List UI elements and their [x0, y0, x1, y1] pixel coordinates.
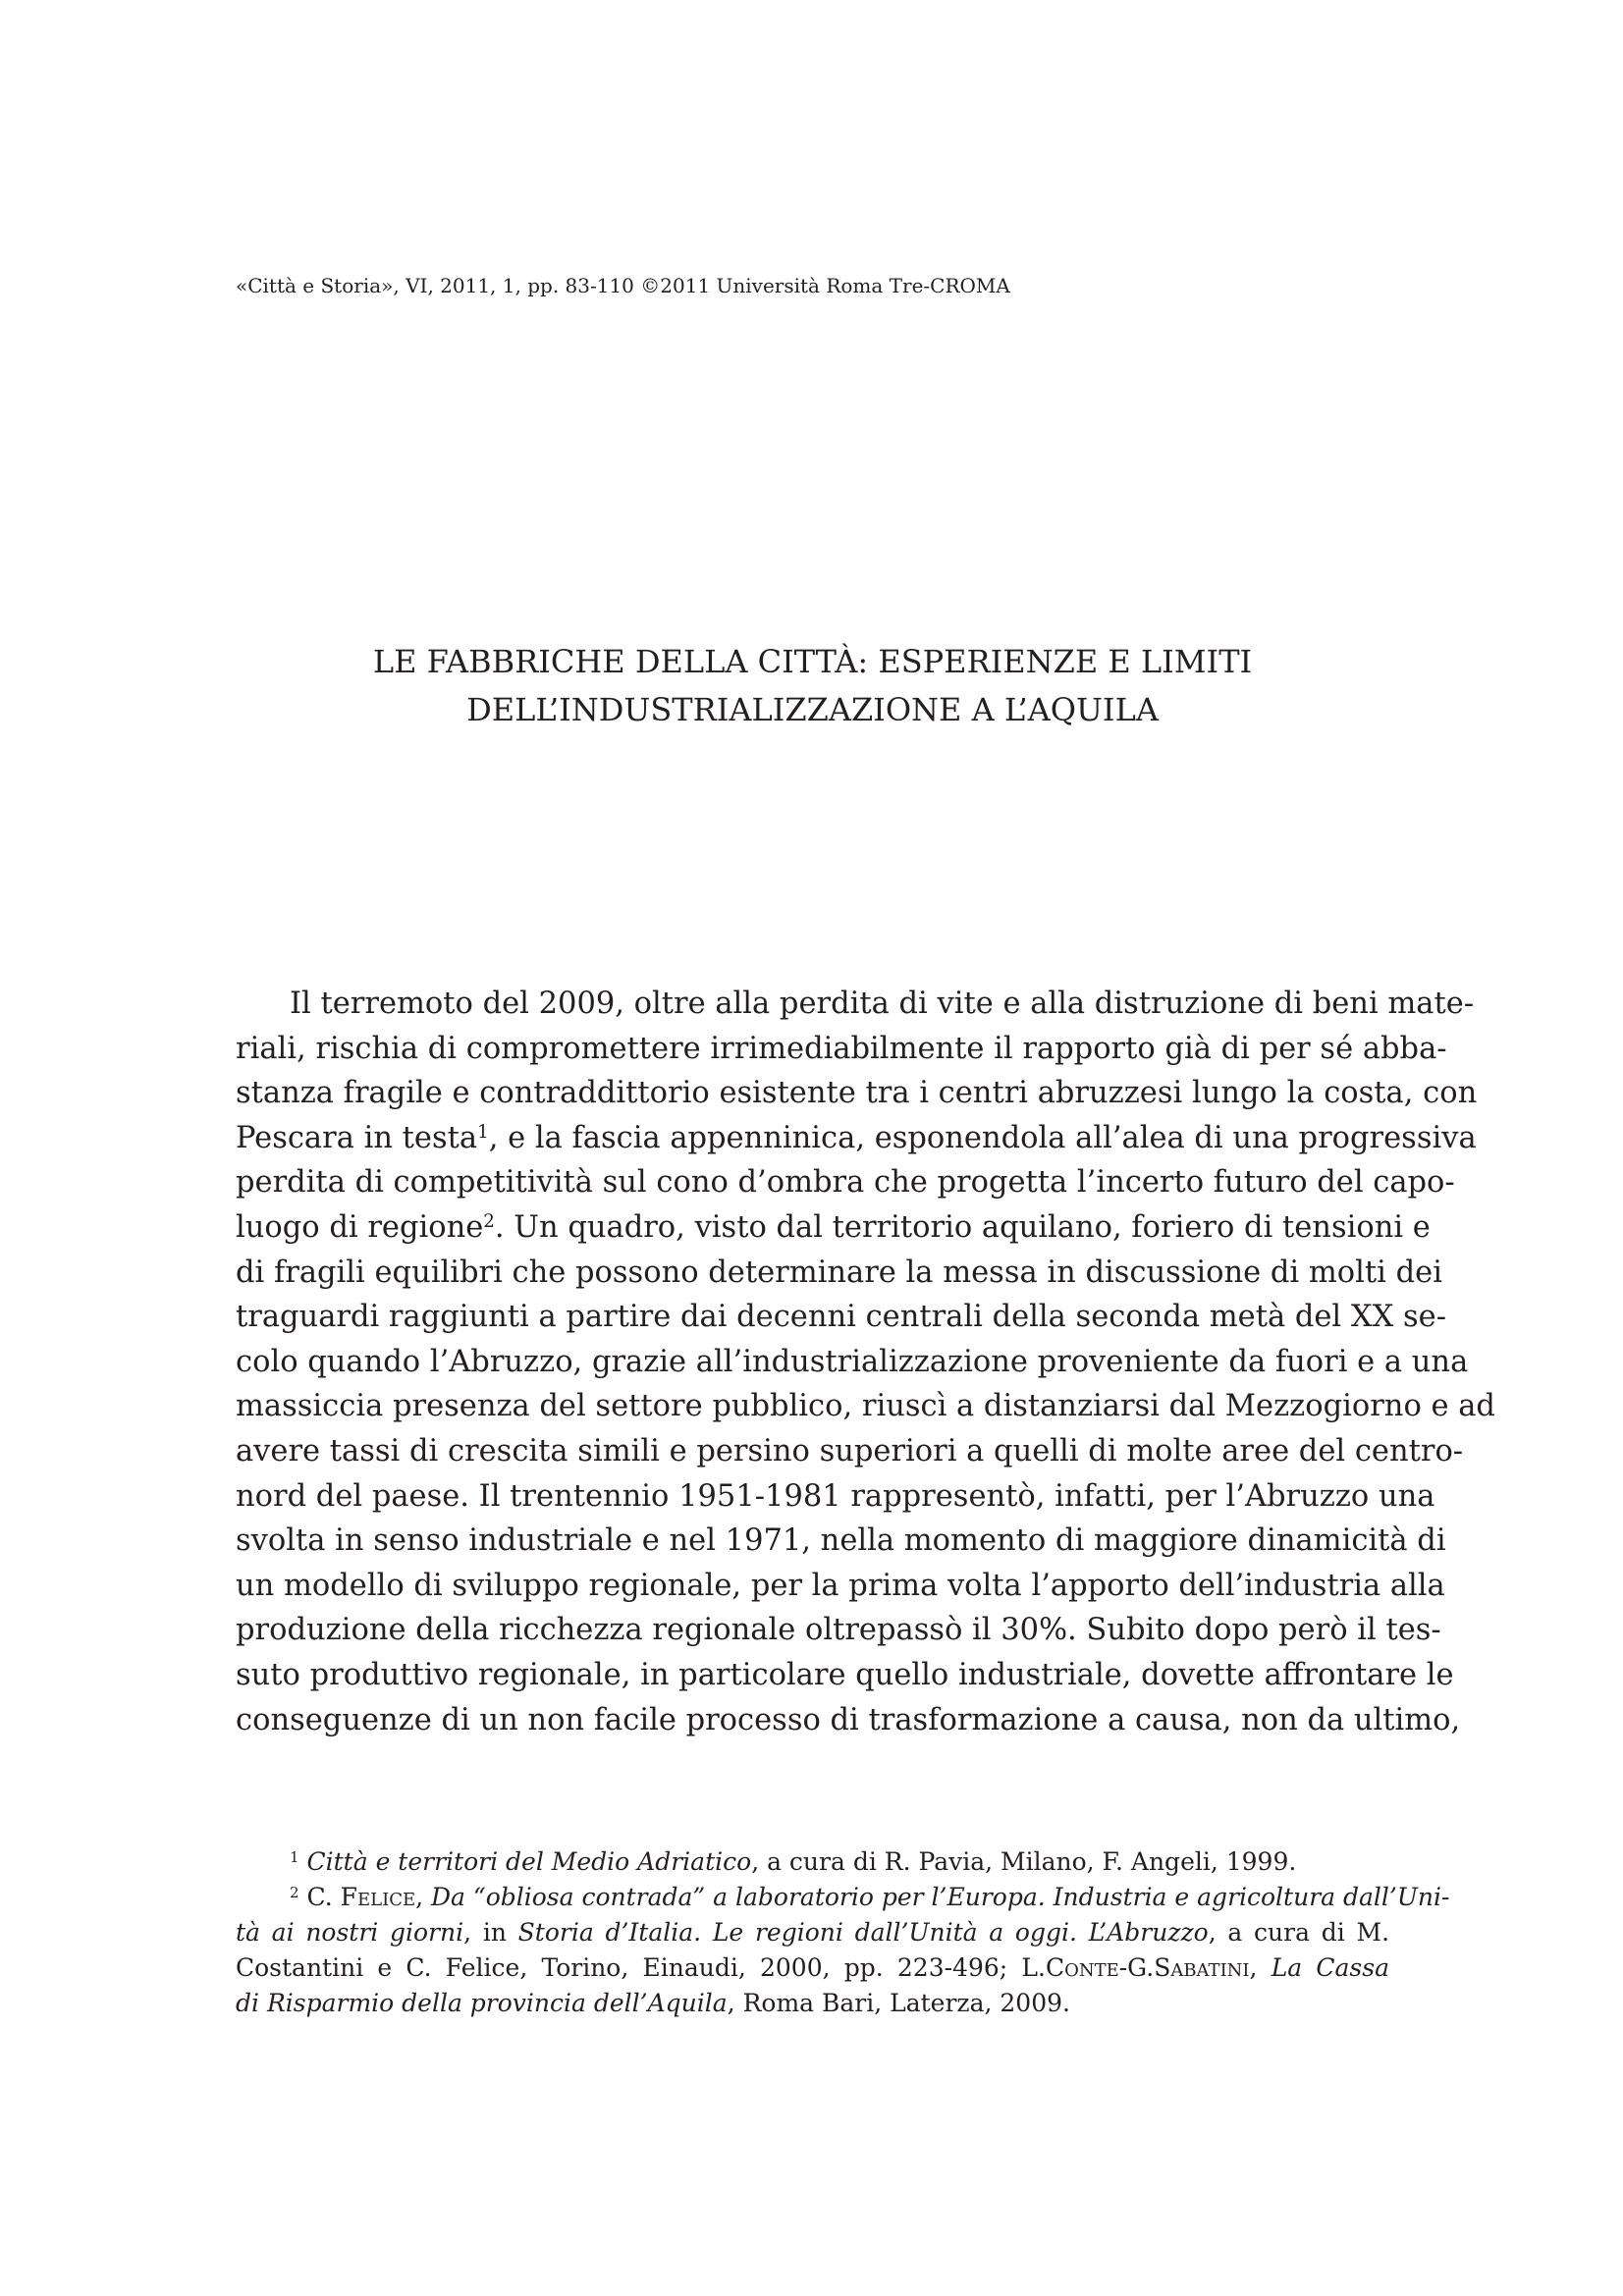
body-line: perdita di competitività sul cono d’ombra che progetta l’incerto futuro del capo-: [236, 1165, 1455, 1201]
body-line: svolta in senso industriale e nel 1971, nella momento di maggiore dinamicità di: [236, 1523, 1446, 1559]
footnote-ref-1: 1: [477, 1121, 489, 1143]
body-line: stanza fragile e contraddittorio esistente tra i centri abruzzesi lungo la costa, con: [236, 1076, 1478, 1111]
body-text-segment: Pescara in testa: [236, 1120, 478, 1155]
footnote-text: , a cura di R. Pavia, Milano, F. Angeli, 1999.: [751, 1847, 1297, 1876]
running-head: «Città e Storia», VI, 2011, 1, pp. 83-110 ©2011 Università Roma Tre-CROMA: [236, 274, 1010, 297]
footnote-title: Città e territori del Medio Adriatico: [306, 1847, 752, 1876]
footnote-2: [236, 1880, 1450, 1915]
body-line: conseguenze di un non facile processo di trasformazione a causa, non da ultimo,: [236, 1702, 1461, 1737]
footnote-text: Costantini e C. Felice, Torino, Einaudi, 2000, pp. 223-496; L.: [236, 1953, 1046, 1982]
body-line: riali, rischia di compromettere irrimediabilmente il rapporto già di per sé abba-: [236, 1031, 1447, 1066]
body-line: Il terremoto del 2009, oltre alla perdita di vite e alla distruzione di beni mate-: [290, 987, 1475, 1021]
article-title: [236, 638, 1389, 734]
footnote-text: , Roma Bari, Laterza, 2009.: [727, 1989, 1070, 2017]
body-line: di fragili equilibri che possono determinare la messa in discussione di molti dei: [236, 1255, 1442, 1290]
footnote-author: Felice: [340, 1883, 416, 1911]
footnote-1: [236, 1844, 1389, 1880]
footnote-text: C.: [306, 1883, 341, 1911]
footnote-text: , a cura di M.: [1208, 1918, 1390, 1947]
footnote-text: ,: [1249, 1953, 1271, 1982]
footnote-number: 1: [290, 1847, 299, 1866]
footnote-title: Da “obliosa contrada” a laboratorio per l’Europa. Industria e agricoltura dall’Uni-: [431, 1883, 1450, 1911]
body-line: [236, 1205, 1431, 1251]
title-line-2: DELL’INDUSTRIALIZZAZIONE A L’AQUILA: [466, 691, 1159, 728]
footnote-text: ,: [415, 1883, 432, 1911]
body-paragraph: [236, 982, 1495, 1742]
body-line: colo quando l’Abruzzo, grazie all’industrializzazione proveniente da fuori e a una: [236, 1344, 1469, 1379]
body-line: nord del paese. Il trentennio 1951-1981 rappresentò, infatti, per l’Abruzzo una: [236, 1478, 1435, 1514]
footnote-number: 2: [290, 1883, 299, 1901]
footnote-2-line: [236, 1986, 1389, 2021]
body-text-segment: luogo di regione: [236, 1209, 484, 1245]
body-line: massiccia presenza del settore pubblico, riuscì a distanziarsi dal Mezzogiorno e ad: [236, 1389, 1495, 1424]
body-line: un modello di sviluppo regionale, per la prima volta l’apporto dell’industria alla: [236, 1568, 1445, 1603]
footnote-title: La Cassa: [1271, 1953, 1389, 1982]
title-line-1: LE FABBRICHE DELLA CITTÀ: ESPERIENZE E LIMITI: [372, 643, 1253, 680]
body-line: produzione della ricchezza regionale oltrepassò il 30%. Subito dopo però il tes-: [236, 1613, 1441, 1648]
footnote-ref-2: 2: [483, 1210, 495, 1232]
footnote-title: di Risparmio della provincia dell’Aquila: [236, 1989, 728, 2017]
footnote-title: tà ai nostri giorni: [236, 1918, 464, 1947]
body-line: [236, 1116, 1477, 1161]
footnote-work: Storia d’Italia. Le regioni dall’Unità a oggi. L’Abruzzo: [517, 1918, 1209, 1947]
body-text-segment: , e la fascia appenninica, esponendola all’alea di una progressiva: [488, 1120, 1477, 1155]
body-line: suto produttivo regionale, in particolare quello industriale, dovette affrontare le: [236, 1657, 1454, 1692]
body-line: traguardi raggiunti a partire dai decenni centrali della seconda metà del XX se-: [236, 1300, 1447, 1335]
footnote-2-line: [236, 1915, 1389, 1950]
footnote-author: Conte-G.Sabatini: [1045, 1953, 1250, 1982]
footnote-text: , in: [463, 1918, 518, 1947]
body-text-segment: . Un quadro, visto dal territorio aquilano, foriero di tensioni e: [494, 1209, 1431, 1245]
body-line: avere tassi di crescita simili e persino superiori a quelli di molte aree del centro-: [236, 1433, 1464, 1468]
footnotes: [236, 1844, 1450, 2021]
footnote-2-line: [236, 1950, 1389, 1986]
